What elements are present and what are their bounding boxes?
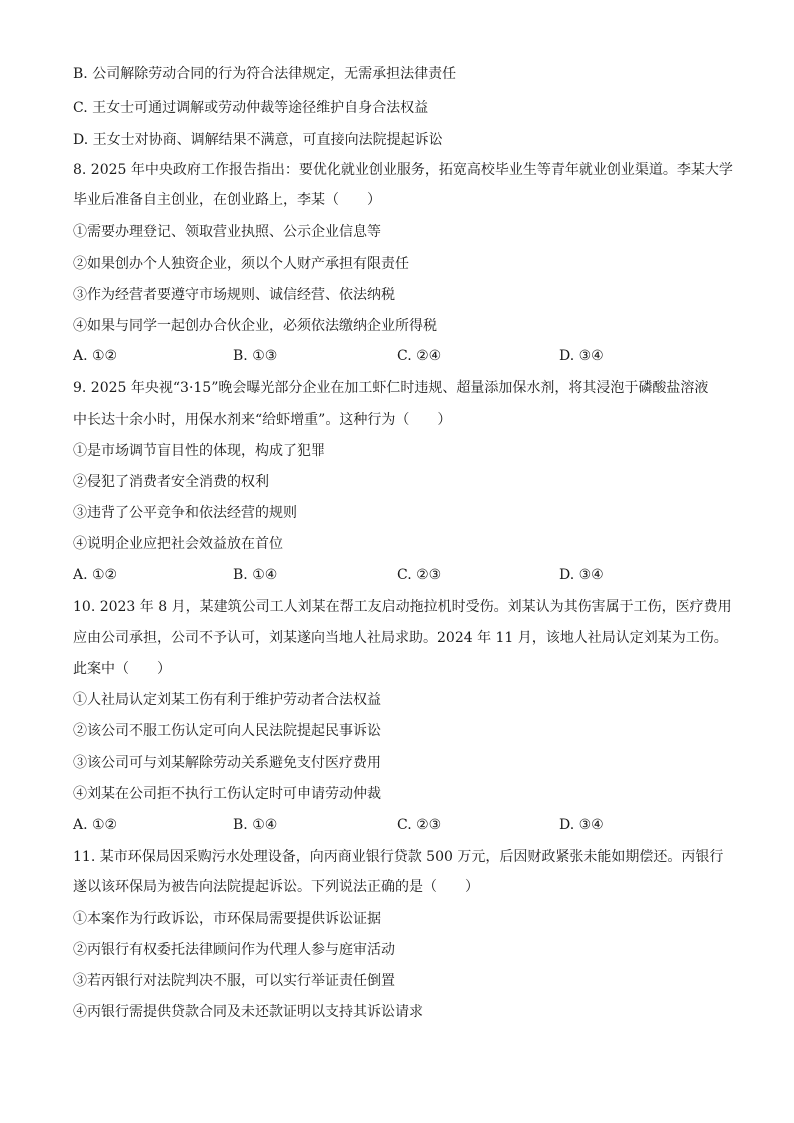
q10-statement-1: ①人社局认定刘某工伤有利于维护劳动者合法权益 — [73, 692, 381, 708]
q9-statement-4: ④说明企业应把社会效益放在首位 — [73, 536, 283, 552]
q11-statement-1: ①本案作为行政诉讼，市环保局需要提供诉讼证据 — [73, 911, 381, 927]
q8-choice-a: A. ①② — [73, 348, 118, 364]
q8-choice-d: D. ③④ — [559, 348, 604, 364]
q8-statement-1: ①需要办理登记、领取营业执照、公示企业信息等 — [73, 224, 381, 240]
q9-statement-2: ②侵犯了消费者安全消费的权利 — [73, 474, 269, 490]
q9-choices — [73, 565, 733, 585]
q9-choice-b: B. ①④ — [233, 567, 278, 583]
q9-stem-line-2: 中长达十余小时，用保水剂来“给虾增重”。这种行为（ ） — [73, 412, 452, 428]
q10-choice-c: C. ②③ — [397, 817, 442, 833]
q9-choice-d: D. ③④ — [559, 567, 604, 583]
q10-choices — [73, 815, 733, 835]
q10-choice-d: D. ③④ — [559, 817, 604, 833]
q8-choice-c: C. ②④ — [397, 348, 442, 364]
q7-option-c: C. 王女士可通过调解或劳动仲裁等途径维护自身合法权益 — [73, 100, 429, 116]
q8-choices — [73, 346, 733, 366]
q10-choice-b: B. ①④ — [233, 817, 278, 833]
q8-choice-b: B. ①③ — [233, 348, 278, 364]
q9-stem-line-1: 9. 2025 年央视“3·15”晚会曝光部分企业在加工虾仁时违规、超量添加保水剂，将其浸泡于磷酸盐溶液 — [73, 380, 709, 396]
q8-stem-line-2: 毕业后准备自主创业，在创业路上，李某（ ） — [73, 192, 381, 208]
q9-statement-1: ①是市场调节盲目性的体现，构成了犯罪 — [73, 443, 325, 459]
q8-stem-line-1: 8. 2025 年中央政府工作报告指出：要优化就业创业服务，拓宽高校毕业生等青年就业创业渠道。李某大学 — [73, 162, 733, 178]
q10-statement-4: ④刘某在公司拒不执行工伤认定时可申请劳动仲裁 — [73, 786, 381, 802]
q10-stem-line-2: 应由公司承担，公司不予认可，刘某遂向当地人社局求助。2024 年 11 月，该地人社局认定刘某为工伤。 — [73, 630, 728, 646]
q11-statement-4: ④丙银行需提供贷款合同及未还款证明以支持其诉讼请求 — [73, 1004, 423, 1020]
q10-choice-a: A. ①② — [73, 817, 118, 833]
q11-stem-line-2: 遂以该环保局为被告向法院提起诉讼。下列说法正确的是（ ） — [73, 879, 479, 895]
q8-statement-2: ②如果创办个人独资企业，须以个人财产承担有限责任 — [73, 256, 409, 272]
q10-statement-2: ②该公司不服工伤认定可向人民法院提起民事诉讼 — [73, 723, 381, 739]
q10-stem-line-1: 10. 2023 年 8 月，某建筑公司工人刘某在帮工友启动拖拉机时受伤。刘某认为其伤害属于工伤，医疗费用 — [73, 599, 732, 615]
q10-stem-line-3: 此案中（ ） — [73, 661, 171, 677]
q10-statement-3: ③该公司可与刘某解除劳动关系避免支付医疗费用 — [73, 755, 381, 771]
q11-stem-line-1: 11. 某市环保局因采购污水处理设备，向丙商业银行贷款 500 万元，后因财政紧张未能如期偿还。丙银行 — [73, 849, 724, 865]
q8-statement-3: ③作为经营者要遵守市场规则、诚信经营、依法纳税 — [73, 287, 395, 303]
q7-option-d: D. 王女士对协商、调解结果不满意，可直接向法院提起诉讼 — [73, 132, 443, 148]
q11-statement-3: ③若丙银行对法院判决不服，可以实行举证责任倒置 — [73, 973, 395, 989]
q7-option-b: B. 公司解除劳动合同的行为符合法律规定，无需承担法律责任 — [73, 66, 457, 82]
q8-statement-4: ④如果与同学一起创办合伙企业，必须依法缴纳企业所得税 — [73, 318, 437, 334]
q11-statement-2: ②丙银行有权委托法律顾问作为代理人参与庭审活动 — [73, 942, 395, 958]
q9-statement-3: ③违背了公平竞争和依法经营的规则 — [73, 505, 297, 521]
q9-choice-a: A. ①② — [73, 567, 118, 583]
q9-choice-c: C. ②③ — [397, 567, 442, 583]
